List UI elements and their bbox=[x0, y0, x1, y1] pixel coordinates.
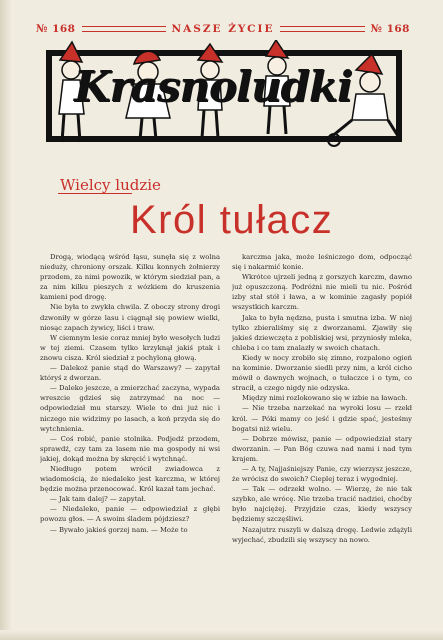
article-paragraph: — Jak tam dalej? — zapytał. bbox=[50, 495, 146, 504]
masthead-title: Krasnoludki bbox=[74, 62, 352, 111]
article-paragraph: — Daleko jeszcze, a zmierzchać zaczyna, wypada wreszcie gdzieś się zatrzymać na noc — odpowiedział mu starszy. Wiele to dni już nic i niczego nie widzimy po lasach, a koń przyda się do wytchnienia. bbox=[40, 384, 220, 433]
article-paragraph: karczma jaka, może leśniczego dom, odpocząć się i nakarmić konie. bbox=[232, 253, 412, 272]
text-column-left bbox=[40, 252, 220, 592]
article-paragraph: Niedługo potem wrócił zwiadowca z wiadomością, że niedaleko jest karczma, w której będzie można przenocować. Król kazał tam jechać. bbox=[40, 464, 220, 494]
article-paragraph: Kiedy w nocy zrobiło się zimno, rozpalono ogień na kominie. Dworzanie siedli przy nim, a król cicho mówił o dawnych wojnach, o tułaczce i o tym, co stracił, a czego nigdy nie odzyska. bbox=[232, 353, 412, 393]
magazine-title: NASZE ŻYCIE bbox=[171, 23, 275, 35]
article-body bbox=[40, 252, 412, 592]
article-paragraph: Między nimi rozlokowano się w izbie na ławach. bbox=[242, 394, 408, 403]
article-paragraph: Drogą, wiodącą wśród łąsu, sunęła się z wolna nieduży, chroniony orszak. Kilku konnych żołnierzy przodem, za nimi powozik, w którym siedział pan, a za nim kilku pieszych z wózkiem do kruszenia kamieni pod drogę. bbox=[40, 253, 220, 302]
header-rule-right bbox=[280, 26, 364, 32]
article-paragraph: — Dalekoż panie stąd do Warszawy? — zapytał któryś z dworzan. bbox=[40, 364, 220, 383]
issue-header bbox=[36, 22, 410, 36]
article-paragraph: Wkrótce ujrzeli jedną z gorszych karczm, dawno już opuszczoną. Podróżni nie mieli tu nic. Pośród izby stał stół i ława, a w kominie zagasły popiół wszystkich karczm. bbox=[232, 273, 412, 312]
article-paragraph: Nazajutrz ruszyli w dalszą drogę. Ledwie zdążyli wyjechać, zbudzili się wszyscy na nowo. bbox=[232, 525, 412, 544]
issue-number-left: № 168 bbox=[36, 23, 76, 35]
masthead-illustration bbox=[38, 40, 410, 152]
article-headline: Król tułacz bbox=[130, 198, 334, 242]
article-paragraph: W ciemnym lesie coraz mniej było wesołych ludzi w tej ziemi. Czasem tylko krzyknął jakiś ptak i znowu cisza. Król siedział z pochyloną głową. bbox=[40, 333, 220, 362]
issue-number-right: № 168 bbox=[370, 23, 410, 35]
article-paragraph: — Tak — odrzekł wolno. — Wierzę, że nie tak szybko, ale wrócę. Nie trzeba tracić nadziei, choćby było najciężej. Przyjdzie czas, kiedy wszyscy będziemy szczęśliwi. bbox=[232, 485, 412, 524]
article-paragraph: — Bywało jakieś gorzej nam. — Może to bbox=[50, 525, 188, 534]
article-paragraph: — Coś robić, panie stolnika. Podjedź przodem, sprawdź, czy tam za lasem nie ma gospody ni wsi jakiej, dokąd można by skręcić i wytchnąć. bbox=[40, 434, 220, 463]
text-column-right bbox=[232, 252, 412, 592]
article-paragraph: Jaka to była nędzna, pusta i smutna izba. W niej tylko zbieraliśmy się z dworzanami. Zjawiły się jakieś dziewczęta z pobliskiej wsi, przyniosły mleka, chleba i co tam znalazły w swoich chatach. bbox=[232, 313, 412, 352]
header-rule-left bbox=[82, 26, 166, 32]
article-paragraph: — Niedaleko, panie — odpowiedział z głębi powozu głos. — A swoim śladem pójdziesz? bbox=[40, 505, 220, 524]
page-edge-shadow bbox=[0, 0, 12, 640]
section-label: Wielcy ludzie bbox=[60, 176, 161, 194]
section-underline bbox=[58, 193, 132, 194]
page-bottom-shadow bbox=[0, 630, 443, 640]
article-paragraph: Nie była to zwykła chwila. Z oboczy strony drogi dzwoniły w górze lasu i ciągnął się powiew wielki, niosąc zapach żywicy, liści i traw. bbox=[40, 303, 220, 332]
article-paragraph: — Dobrze mówisz, panie — odpowiedział stary dworzanin. — Pan Bóg czuwa nad nami i nad tym krajem. bbox=[232, 434, 412, 463]
article-paragraph: — A ty, Najjaśniejszy Panie, czy wierzysz jeszcze, że wrócisz do swoich? Cieplej teraz i wygodniej. bbox=[232, 464, 412, 484]
article-paragraph: — Nie trzeba narzekać na wyroki losu — rzekł król. — Póki mamy co jeść i gdzie spać, jesteśmy bogatsi niż wielu. bbox=[232, 404, 412, 433]
